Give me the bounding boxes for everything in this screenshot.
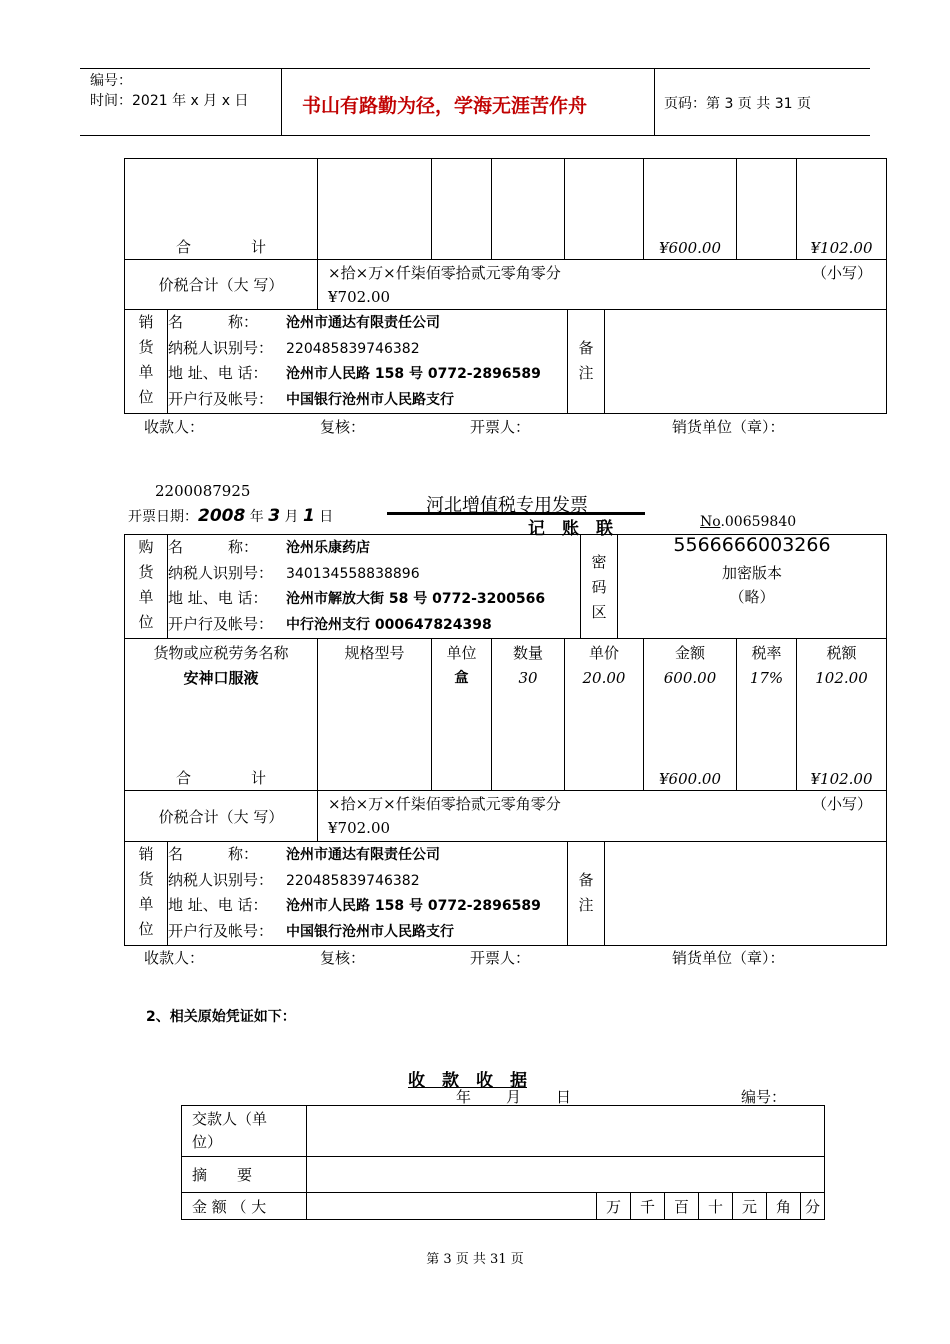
invoice-goods-table — [124, 638, 887, 791]
receipt-number-label: 编号： — [741, 1088, 787, 1106]
receipt-table — [181, 1105, 825, 1220]
top-pricetax-label-cell — [125, 260, 318, 310]
top-qty-cell — [492, 159, 565, 260]
goods-rate-col: 税率 17% — [737, 639, 797, 791]
unit-wan: 万 — [597, 1193, 631, 1220]
invoice-main-seller-table — [124, 841, 887, 946]
main-small-label: （小写） — [811, 795, 872, 813]
main-seller-vertical: 销 货 单 位 — [125, 842, 168, 946]
main-remark-field — [605, 842, 887, 946]
top-seller-vertical: 销 货 单 位 — [125, 310, 168, 414]
top-price-cell — [565, 159, 644, 260]
goods-unit-col: 单位 盒 — [432, 639, 492, 791]
main-seller-addr: 沧州市人民路 158 号 0772-2896589 — [286, 898, 541, 914]
unit-jiao: 角 — [767, 1193, 801, 1220]
goods-amount-col: 金额 600.00 ¥600.00 — [644, 639, 737, 791]
goods-name: 安神口服液 — [183, 669, 259, 687]
top-small-label: （小写） — [811, 264, 872, 282]
top-goods-name-cell — [125, 159, 318, 260]
buyer-name: 沧州乐康药店 — [286, 540, 370, 556]
top-pricetax-upper: ×拾×万×仟柒佰零拾贰元零角零分 — [328, 264, 561, 282]
buyer-vertical: 购 货 单 位 — [125, 535, 168, 639]
issue-date: 开票日期：2008 年 3 月 1 日 — [128, 506, 334, 526]
top-spec-cell — [318, 159, 432, 260]
invoice-title: 河北增值税专用发票 — [426, 495, 588, 516]
main-seller-tax: 220485839746382 — [286, 872, 420, 889]
main-pricetax-label-cell — [125, 791, 318, 842]
receipt-summary-field[interactable] — [307, 1157, 825, 1193]
header-number-label: 编号： — [90, 73, 132, 89]
buyer-bank: 中行沧州支行 000647824398 — [286, 616, 492, 633]
main-pricetax-upper: ×拾×万×仟柒佰零拾贰元零角零分 — [328, 795, 561, 813]
top-seller-info: 名 称： 沧州市通达有限责任公司 纳税人识别号： 220485839746382 地 址、电 话： 沧州市人民路 158 号 0772-2896589 开户行及帐号： 中国银行沧州市人民路支行 — [168, 310, 568, 414]
main-remark-label: 备 注 — [568, 842, 605, 946]
header-divider-1 — [281, 68, 282, 136]
invoice-number: No.00659840 — [700, 514, 797, 530]
top-seller-bank: 中国银行沧州市人民路支行 — [286, 391, 454, 408]
unit-shi: 十 — [699, 1193, 733, 1220]
top-rate-cell — [737, 159, 797, 260]
goods-rate: 17% — [749, 669, 784, 687]
cipher-label: 密 码 区 — [581, 535, 618, 639]
receipt-amount-upper-field[interactable] — [307, 1193, 597, 1220]
receipt-payer-field[interactable] — [307, 1106, 825, 1157]
header-divider-2 — [654, 68, 655, 136]
page-header — [80, 68, 870, 136]
invoice-top-pricetax-table — [124, 259, 887, 310]
invoice-code: 2200087925 — [155, 482, 251, 500]
header-bottom-rule — [80, 135, 870, 136]
top-pricetax-value-cell — [318, 260, 887, 310]
top-unit-cell — [432, 159, 492, 260]
buyer-addr: 沧州市解放大街 58 号 0772-3200566 — [286, 591, 546, 607]
top-tax-cell — [797, 159, 887, 260]
top-seller-tax: 220485839746382 — [286, 340, 420, 357]
header-page-info: 页码：第 3 页 共 31 页 — [664, 96, 811, 112]
goods-price-col: 单价 20.00 — [565, 639, 644, 791]
cipher-area — [618, 535, 887, 639]
cipher-note: （略） — [729, 588, 775, 606]
goods-amount: 600.00 — [663, 669, 717, 687]
goods-qty-col: 数量 30 — [492, 639, 565, 791]
cipher-version: 加密版本 — [721, 564, 782, 582]
top-total-tax: ¥102.00 — [810, 239, 873, 257]
receipt-amount-label: 金 额 （ 大 — [182, 1193, 307, 1220]
invoice-subtitle: 记 账 联 — [528, 519, 613, 539]
top-pricetax-small: ¥702.00 — [328, 288, 391, 306]
header-top-rule — [80, 68, 870, 69]
goods-spec-col: 规格型号 — [318, 639, 432, 791]
invoice-top-seller-table — [124, 309, 887, 414]
top-pricetax-label: 价税合计（大 写） — [158, 276, 284, 294]
buyer-tax: 340134558838896 — [286, 565, 420, 582]
receipt-summary-label: 摘 要 — [182, 1157, 307, 1193]
main-total-label: 合 计 — [175, 769, 266, 787]
main-pricetax-label: 价税合计（大 写） — [158, 807, 284, 826]
receipt-title: 收 款 收 据 — [408, 1071, 527, 1091]
main-signatures: 收款人： 复核： 开票人： 销货单位（章）： — [144, 949, 785, 967]
unit-yuan: 元 — [733, 1193, 767, 1220]
top-signatures: 收款人： 复核： 开票人： 销货单位（章）： — [144, 418, 785, 436]
cipher-digits: 5566666003266 — [673, 536, 831, 553]
section2-heading: 2、相关原始凭证如下： — [146, 1009, 296, 1025]
receipt-date: 年 月 日 — [456, 1088, 572, 1106]
top-seller-addr: 沧州市人民路 158 号 0772-2896589 — [286, 366, 541, 382]
goods-unit: 盒 — [454, 670, 469, 686]
invoice-main-pricetax-table — [124, 790, 887, 842]
top-total-label: 合 计 — [175, 238, 266, 256]
goods-name-col: 货物或应税劳务名称 安神口服液 合 计 — [125, 639, 318, 791]
page-footer: 第 3 页 共 31 页 — [426, 1252, 524, 1267]
header-time: 时间：2021 年 x 月 x 日 — [90, 93, 249, 109]
main-seller-info: 名 称： 沧州市通达有限责任公司 纳税人识别号： 220485839746382 地 址、电 话： 沧州市人民路 158 号 0772-2896589 开户行及帐号： 中国银行沧州市人民路支行 — [168, 842, 568, 946]
main-total-amount: ¥600.00 — [658, 770, 722, 788]
goods-qty: 30 — [518, 669, 538, 687]
unit-bai: 百 — [665, 1193, 699, 1220]
goods-tax-col: 税额 102.00 ¥102.00 — [797, 639, 887, 791]
top-remark-label: 备 注 — [568, 310, 605, 414]
top-seller-name: 沧州市通达有限责任公司 — [286, 315, 440, 331]
receipt-payer-label: 交款人（单 位） — [182, 1106, 307, 1157]
header-motto: 书山有路勤为径，学海无涯苦作舟 — [302, 95, 588, 117]
main-seller-name: 沧州市通达有限责任公司 — [286, 847, 440, 863]
buyer-info: 名 称： 沧州乐康药店 纳税人识别号： 340134558838896 地 址、电 话： 沧州市解放大街 58 号 0772-3200566 开户行及帐号： 中行沧州支行 000647824398 — [168, 535, 581, 639]
invoice-top-goods-table — [124, 158, 887, 260]
main-total-tax: ¥102.00 — [810, 770, 873, 788]
top-amount-cell — [644, 159, 737, 260]
unit-qian: 千 — [631, 1193, 665, 1220]
goods-tax: 102.00 — [815, 669, 868, 687]
main-seller-bank: 中国银行沧州市人民路支行 — [286, 923, 454, 940]
main-pricetax-value-cell — [318, 791, 887, 842]
invoice-buyer-table — [124, 534, 887, 639]
top-remark-field — [605, 310, 887, 414]
main-pricetax-small: ¥702.00 — [328, 819, 391, 837]
goods-price: 20.00 — [582, 669, 626, 687]
top-total-amount: ¥600.00 — [658, 239, 722, 257]
unit-fen: 分 — [801, 1193, 825, 1220]
